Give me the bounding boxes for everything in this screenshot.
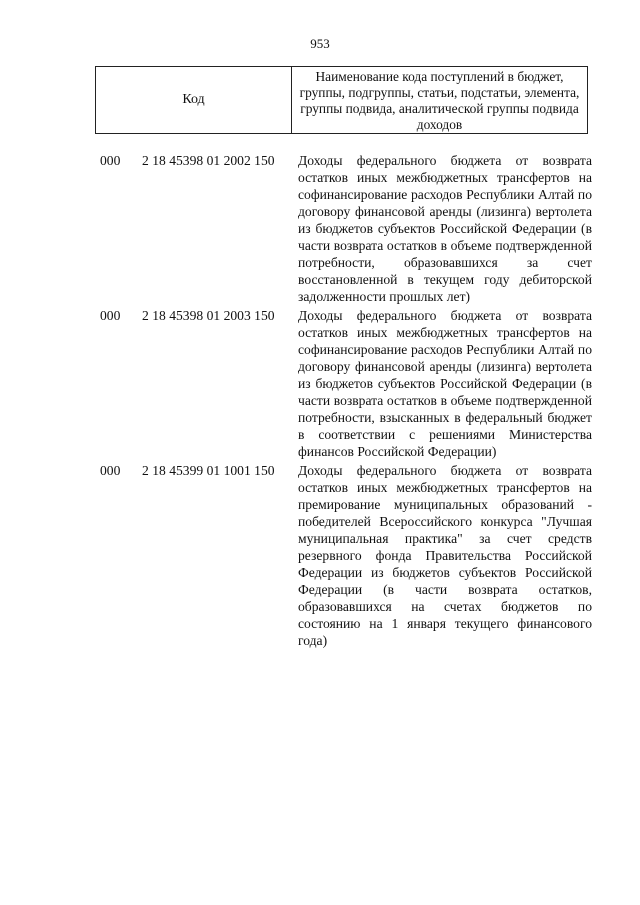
table-header [95, 66, 588, 134]
table-row [100, 307, 592, 460]
row-admin-code: 000 [100, 463, 121, 478]
row-description: Доходы федерального бюджета от возврата остатков иных межбюджетных трансфертов на софинансирование расходов Республики Алтай по договору финансовой аренды (лизинга) вертолета из бюджетов субъектов Российской Федерации (в части возврата остатков в объеме подтвержденной потребности, взысканных в федеральный бюджет в соответствии с решениями Министерства финансов Российской Федерации) [298, 308, 592, 459]
table-row [100, 152, 592, 305]
row-admin-code: 000 [100, 308, 121, 323]
row-income-code: 2 18 45399 01 1001 150 [142, 463, 275, 478]
row-income-code: 2 18 45398 01 2003 150 [142, 308, 275, 323]
header-code-cell: Код [96, 67, 292, 133]
table-body [100, 152, 592, 651]
row-description: Доходы федерального бюджета от возврата остатков иных межбюджетных трансфертов на софинансирование расходов Республики Алтай по договору финансовой аренды (лизинга) вертолета из бюджетов субъектов Российской Федерации (в части возврата остатков в объеме подтвержденной потребности, образовавшихся за счет восстановленной в текущем году дебиторской задолженности прошлых лет) [298, 153, 592, 304]
row-income-code: 2 18 45398 01 2002 150 [142, 153, 275, 168]
row-admin-code: 000 [100, 153, 121, 168]
page-number: 953 [310, 36, 330, 51]
header-name-cell: Наименование кода поступлений в бюджет, группы, подгруппы, статьи, подстатьи, элемента, группы подвида, аналитической группы подвида доходов [299, 69, 580, 132]
table-row [100, 462, 592, 649]
row-description: Доходы федерального бюджета от возврата остатков иных межбюджетных трансфертов на премирование муниципальных образований - победителей Всероссийского конкурса "Лучшая муниципальная практика" за счет средств резервного фонда Правительства Российской Федерации из бюджетов субъектов Российской Федерации (в части возврата остатков, образовавшихся на счетах бюджетов по состоянию на 1 января текущего финансового года) [298, 463, 592, 648]
